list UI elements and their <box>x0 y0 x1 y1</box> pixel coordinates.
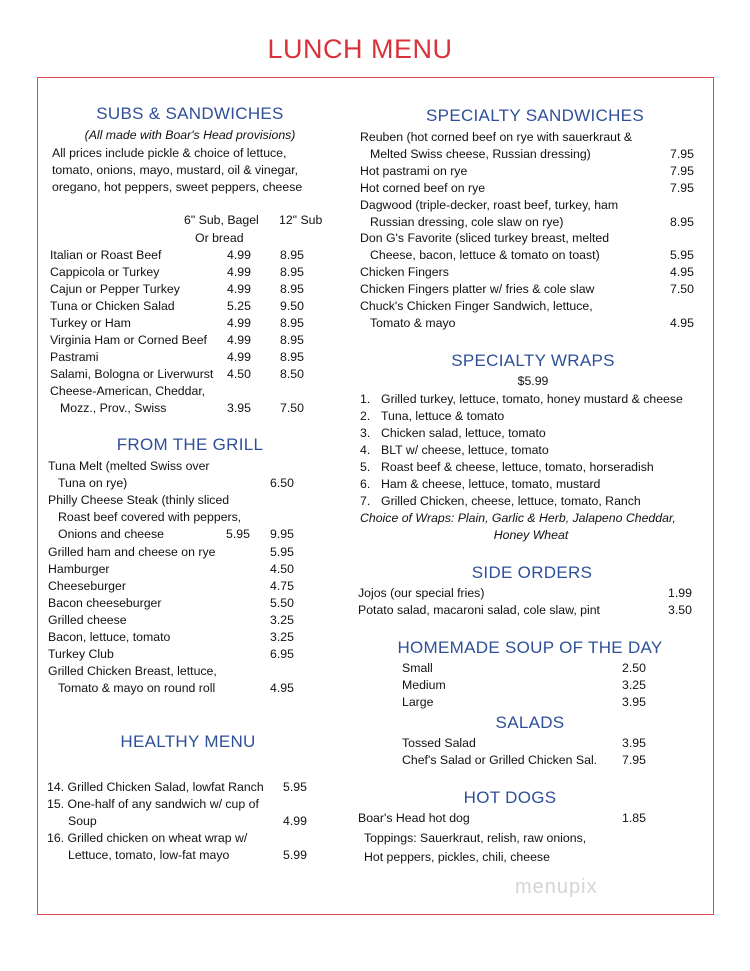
menu-item-name: Tomato & mayo on round roll <box>58 681 216 696</box>
menu-item-name: Grilled cheese <box>48 612 127 627</box>
menu-item-name: Large <box>402 695 434 709</box>
section-heading-specialty-sandwiches: SPECIALTY SANDWICHES <box>426 106 644 125</box>
column-header: 6" Sub, Bagel <box>184 213 259 227</box>
wrap-item: BLT w/ cheese, lettuce, tomato <box>381 443 549 457</box>
menu-item-name: Cajun or Pepper Turkey <box>50 282 180 296</box>
menu-item-price: 5.25 <box>227 299 251 313</box>
wrap-item: Ham & cheese, lettuce, tomato, mustard <box>381 477 601 491</box>
wrap-number: 7. <box>360 494 371 508</box>
wrap-item: Grilled Chicken, cheese, lettuce, tomato, Ranch <box>381 494 641 508</box>
menu-item-name: Chicken Fingers <box>360 265 449 280</box>
menu-item-price: 8.95 <box>280 333 304 347</box>
section-heading-wraps: SPECIALTY WRAPS <box>451 351 615 370</box>
menu-item-price: 4.99 <box>227 350 251 364</box>
subs-description: tomato, onions, mayo, mustard, oil & vinegar, <box>52 163 299 177</box>
menu-item-name: Salami, Bologna or Liverwurst <box>50 367 214 381</box>
wrap-item: Roast beef & cheese, lettuce, tomato, horseradish <box>381 460 654 474</box>
menu-item-price: 5.95 <box>226 527 250 542</box>
menu-item-price: 5.99 <box>283 848 307 862</box>
menu-item-name: 15. One-half of any sandwich w/ cup of <box>47 797 259 811</box>
menu-item-price: 5.95 <box>283 780 307 794</box>
menu-item-name: Pastrami <box>50 350 99 364</box>
menu-item-price: 8.50 <box>280 367 304 381</box>
menu-item-name: Lettuce, tomato, low-fat mayo <box>68 848 230 862</box>
menu-item-price: 3.25 <box>270 630 294 644</box>
menu-item-price: 7.50 <box>670 282 694 297</box>
section-heading-subs: SUBS & SANDWICHES <box>96 104 284 123</box>
watermark-logo: menupix <box>515 876 598 898</box>
section-heading-hotdogs: HOT DOGS <box>463 788 557 807</box>
column-header: Or bread <box>195 231 244 245</box>
menu-item-name: Hot corned beef on rye <box>360 180 486 195</box>
menu-item-price: 3.25 <box>622 678 646 692</box>
menu-item-price: 7.50 <box>280 401 304 415</box>
menu-item-name: Philly Cheese Steak (thinly sliced <box>48 493 230 508</box>
menu-item-name: Potato salad, macaroni salad, cole slaw, pint <box>358 603 600 617</box>
menu-item-price: 4.99 <box>227 282 251 296</box>
menu-item-name: Turkey Club <box>48 647 114 662</box>
menu-item-name: Russian dressing, cole slaw on rye) <box>370 214 564 229</box>
menu-item-name: Roast beef covered with peppers, <box>58 510 242 525</box>
menu-item-price: 9.95 <box>270 527 294 542</box>
menu-item-price: 5.95 <box>670 248 694 263</box>
menu-item-name: Chuck's Chicken Finger Sandwich, lettuce, <box>360 299 593 313</box>
menu-item-price: 4.99 <box>283 814 307 828</box>
menu-item-price: 8.95 <box>280 248 304 262</box>
menu-item-price: 7.95 <box>670 180 694 195</box>
subs-description: All prices include pickle & choice of lettuce, <box>52 146 287 160</box>
hotdog-toppings: Toppings: Sauerkraut, relish, raw onions, <box>364 831 587 845</box>
wrap-number: 2. <box>360 409 371 423</box>
menu-item-price: 4.99 <box>227 333 251 347</box>
wrap-number: 4. <box>360 443 371 457</box>
section-heading-healthy: HEALTHY MENU <box>120 732 256 751</box>
subs-note: (All made with Boar's Head provisions) <box>84 128 296 142</box>
menu-item-price: 4.95 <box>270 681 294 696</box>
wrap-item: Chicken salad, lettuce, tomato <box>381 426 546 440</box>
menu-item-price: 7.95 <box>670 146 694 161</box>
wrap-item: Tuna, lettuce & tomato <box>381 409 505 423</box>
menu-item-name: Medium <box>402 678 446 692</box>
menu-item-price: 4.50 <box>270 561 294 576</box>
menu-item-price: 1.99 <box>668 586 692 600</box>
menu-item-name: Cheeseburger <box>48 578 126 593</box>
menu-item-name: Cappicola or Turkey <box>50 265 160 279</box>
menu-item-price: 1.85 <box>622 811 646 825</box>
menu-item-price: 4.99 <box>227 248 251 262</box>
menu-item-name: Melted Swiss cheese, Russian dressing) <box>370 146 591 161</box>
menu-item-price: 9.50 <box>280 299 304 313</box>
section-heading-salads: SALADS <box>495 713 565 732</box>
menu-item-name: Don G's Favorite (sliced turkey breast, melted <box>360 231 610 246</box>
wrap-number: 3. <box>360 426 371 440</box>
menu-item-price: 3.95 <box>622 736 646 750</box>
column-header: 12" Sub <box>279 213 323 227</box>
menu-item-price: 8.95 <box>670 214 694 229</box>
menu-item-price: 8.95 <box>280 265 304 279</box>
menu-item-name: Chef's Salad or Grilled Chicken Sal. <box>402 753 598 767</box>
wrap-number: 6. <box>360 477 371 491</box>
menu-item-name: Tuna on rye) <box>58 476 128 491</box>
menu-item-name: Bacon, lettuce, tomato <box>48 630 171 644</box>
menu-item-price: 4.99 <box>227 265 251 279</box>
menu-item-price: 5.95 <box>270 544 294 559</box>
menu-item-name: 14. Grilled Chicken Salad, lowfat Ranch <box>47 780 264 794</box>
menu-item-name: Hot pastrami on rye <box>360 163 468 178</box>
menu-item-name: Italian or Roast Beef <box>50 248 162 262</box>
menu-item-price: 4.99 <box>227 316 251 330</box>
menu-item-price: 4.95 <box>670 315 694 330</box>
menu-item-price: 5.50 <box>270 595 294 610</box>
menu-item-name: Virginia Ham or Corned Beef <box>50 333 207 347</box>
menu-item-name: Small <box>402 661 433 675</box>
section-heading-grill: FROM THE GRILL <box>116 435 264 454</box>
menu-item-name: Cheese-American, Cheddar, <box>50 384 206 398</box>
menu-item-price: 3.25 <box>270 612 294 627</box>
menu-item-name: Tossed Salad <box>402 736 476 750</box>
menu-item-price: 6.50 <box>270 476 294 491</box>
menu-item-price: 3.95 <box>622 695 646 709</box>
menu-item-price: 8.95 <box>280 282 304 296</box>
menu-item-price: 3.95 <box>227 401 251 415</box>
section-heading-sides: SIDE ORDERS <box>471 563 593 582</box>
wrap-number: 5. <box>360 460 371 474</box>
wrap-choices: Choice of Wraps: Plain, Garlic & Herb, Jalapeno Cheddar, <box>360 511 676 525</box>
menu-item-price: 7.95 <box>670 163 694 178</box>
menu-item-name: Chicken Fingers platter w/ fries & cole slaw <box>360 282 595 297</box>
menu-item-name: Onions and cheese <box>58 527 164 542</box>
menu-item-name: Dagwood (triple-decker, roast beef, turkey, ham <box>360 197 619 212</box>
menu-item-price: 4.95 <box>670 265 694 280</box>
menu-item-price: 3.50 <box>668 603 692 617</box>
menu-item-name: Reuben (hot corned beef on rye with sauerkraut & <box>360 130 633 144</box>
menu-item-name: Tomato & mayo <box>370 315 456 330</box>
menu-item-name: Jojos (our special fries) <box>358 586 485 600</box>
menu-item-name: Mozz., Prov., Swiss <box>60 401 167 415</box>
menu-item-name: Soup <box>68 814 97 828</box>
section-heading-soup: HOMEMADE SOUP OF THE DAY <box>397 638 663 657</box>
hotdog-toppings: Hot peppers, pickles, chili, cheese <box>364 850 550 864</box>
menu-item-price: 2.50 <box>622 661 646 675</box>
wrap-item: Grilled turkey, lettuce, tomato, honey mustard & cheese <box>381 392 683 406</box>
menu-item-name: Turkey or Ham <box>50 316 131 330</box>
menu-item-name: 16. Grilled chicken on wheat wrap w/ <box>47 831 248 845</box>
menu-item-price: 4.75 <box>270 578 294 593</box>
wrap-choices: Honey Wheat <box>493 528 569 542</box>
menu-item-price: 8.95 <box>280 316 304 330</box>
menu-item-name: Tuna or Chicken Salad <box>50 299 175 313</box>
menu-item-price: 8.95 <box>280 350 304 364</box>
menu-item-name: Bacon cheeseburger <box>48 595 162 610</box>
menu-item-price: 4.50 <box>227 367 251 381</box>
wraps-price: $5.99 <box>517 374 549 388</box>
menu-title: LUNCH MENU <box>267 34 453 64</box>
menu-item-name: Grilled Chicken Breast, lettuce, <box>48 664 217 679</box>
menu-item-name: Boar's Head hot dog <box>358 811 470 825</box>
menu-item-price: 7.95 <box>622 753 646 767</box>
menu-item-name: Tuna Melt (melted Swiss over <box>48 459 210 473</box>
wrap-number: 1. <box>360 392 371 406</box>
menu-item-price: 6.95 <box>270 647 294 662</box>
menu-item-name: Hamburger <box>48 561 110 576</box>
subs-description: oregano, hot peppers, sweet peppers, cheese <box>52 180 303 194</box>
menu-item-name: Grilled ham and cheese on rye <box>48 544 216 559</box>
menu-item-name: Cheese, bacon, lettuce & tomato on toast) <box>370 248 600 263</box>
